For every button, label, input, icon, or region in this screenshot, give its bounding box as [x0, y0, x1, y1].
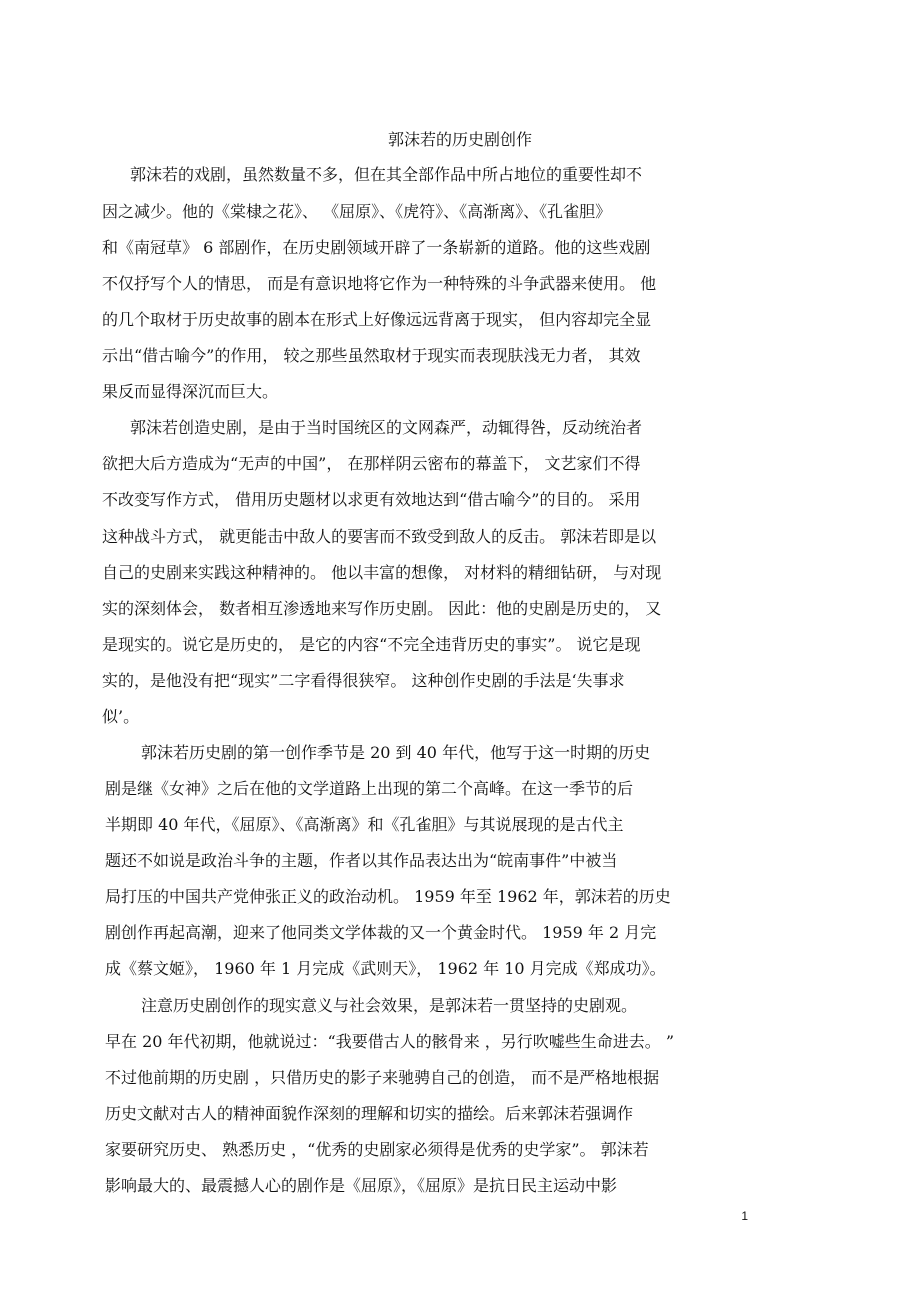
paragraph-3-line-4: 题还不如说是政治斗争的主题，作者以其作品表达出为“皖南事件”中被当: [105, 851, 618, 870]
paragraph-2-line-7: 是现实的。说它是历史的， 是它的内容“不完全违背历史的事实”。 说它是现: [102, 635, 641, 654]
paragraph-1-line-5: 的几个取材于历史故事的剧本在形式上好像远远背离于现实， 但内容却完全显: [102, 310, 652, 329]
paragraph-3-line-6: 剧创作再起高潮，迎来了他同类文学体裁的又一个黄金时代。 1959 年 2 月完: [105, 923, 657, 942]
paragraph-2-line-3: 不改变写作方式， 借用历史题材以求更有效地达到“借古喻今”的目的。 采用: [102, 490, 641, 509]
paragraph-3-line-2: 剧是继《女神》之后在他的文学道路上出现的第二个高峰。在这一季节的后: [105, 779, 634, 798]
paragraph-1-line-4: 不仅抒写个人的情思， 而是有意识地将它作为一种特殊的斗争武器来使用。 他: [102, 274, 657, 293]
paragraph-3-line-5: 局打压的中国共产党伸张正义的政治动机。 1959 年至 1962 年，郭沫若的历史: [105, 887, 671, 906]
paragraph-1-line-1: 郭沫若的戏剧，虽然数量不多，但在其全部作品中所占地位的重要性却不: [130, 165, 643, 184]
paragraph-2-line-4: 这种战斗方式， 就更能击中敌人的要害而不致受到敌人的反击。 郭沫若即是以: [102, 527, 657, 546]
paragraph-2-line-2: 欲把大后方造成为“无声的中国”， 在那样阴云密布的幕盖下， 文艺家们不得: [102, 454, 641, 473]
paragraph-4-line-6: 影响最大的、最震撼人心的剧作是《屈原》，《屈原》是抗日民主运动中影: [105, 1176, 618, 1195]
paragraph-3-line-7: 成《蔡文姬》， 1960 年 1 月完成《武则天》， 1962 年 10 月完成《郑成功》。: [105, 959, 666, 978]
paragraph-4-line-2: 早在 20 年代初期，他就说过：“我要借古人的骸骨来 ，另行吹嘘些生命进去。 ”: [105, 1032, 675, 1051]
paragraph-4-line-1: 注意历史剧创作的现实意义与社会效果，是郭沫若一贯坚持的史剧观。: [141, 996, 638, 1015]
paragraph-2-line-5: 自己的史剧来实践这种精神的。 他以丰富的想像， 对材料的精细钻研， 与对现: [102, 563, 662, 582]
paragraph-3-line-3: 半期即 40 年代，《屈原》、《高渐离》和《孔雀胆》与其说展现的是古代主: [105, 815, 624, 834]
paragraph-4-line-4: 历史文献对古人的精神面貌作深刻的理解和切实的描绘。后来郭沫若强调作: [105, 1104, 634, 1123]
document-title: 郭沫若的历史剧创作: [387, 130, 532, 149]
paragraph-2-line-1: 郭沫若创造史剧，是由于当时国统区的文网森严，动辄得咎，反动统治者: [130, 418, 643, 437]
paragraph-1-line-2: 因之减少。他的《棠棣之花》、 《屈原》、《虎符》、《高渐离》、《孔雀胆》: [102, 202, 612, 221]
paragraph-1-line-6: 示出“借古喻今”的作用， 较之那些虽然取材于现实而表现肤浅无力者， 其效: [102, 346, 641, 365]
paragraph-3-line-1: 郭沫若历史剧的第一创作季节是 20 到 40 年代，他写于这一时期的历史: [141, 743, 651, 762]
paragraph-1-line-3: 和《南冠草》 6 部剧作，在历史剧领域开辟了一条崭新的道路。他的这些戏剧: [102, 238, 651, 257]
paragraph-1-line-7: 果反而显得深沉而巨大。: [102, 382, 279, 401]
page-number: 1: [741, 1209, 748, 1223]
paragraph-2-line-8: 实的，是他没有把“现实”二字看得很狭窄。 这种创作史剧的手法是‘失事求: [102, 671, 625, 690]
paragraph-2-line-9: 似’。: [102, 707, 140, 726]
paragraph-4-line-3: 不过他前期的历史剧 ，只借历史的影子来驰骋自己的创造， 而不是严格地根据: [105, 1068, 660, 1087]
paragraph-2-line-6: 实的深刻体会， 数者相互渗透地来写作历史剧。 因此：他的史剧是历史的， 又: [102, 599, 662, 618]
paragraph-4-line-5: 家要研究历史、 熟悉历史 ，“优秀的史剧家必须得是优秀的史学家”。 郭沫若: [105, 1140, 649, 1159]
